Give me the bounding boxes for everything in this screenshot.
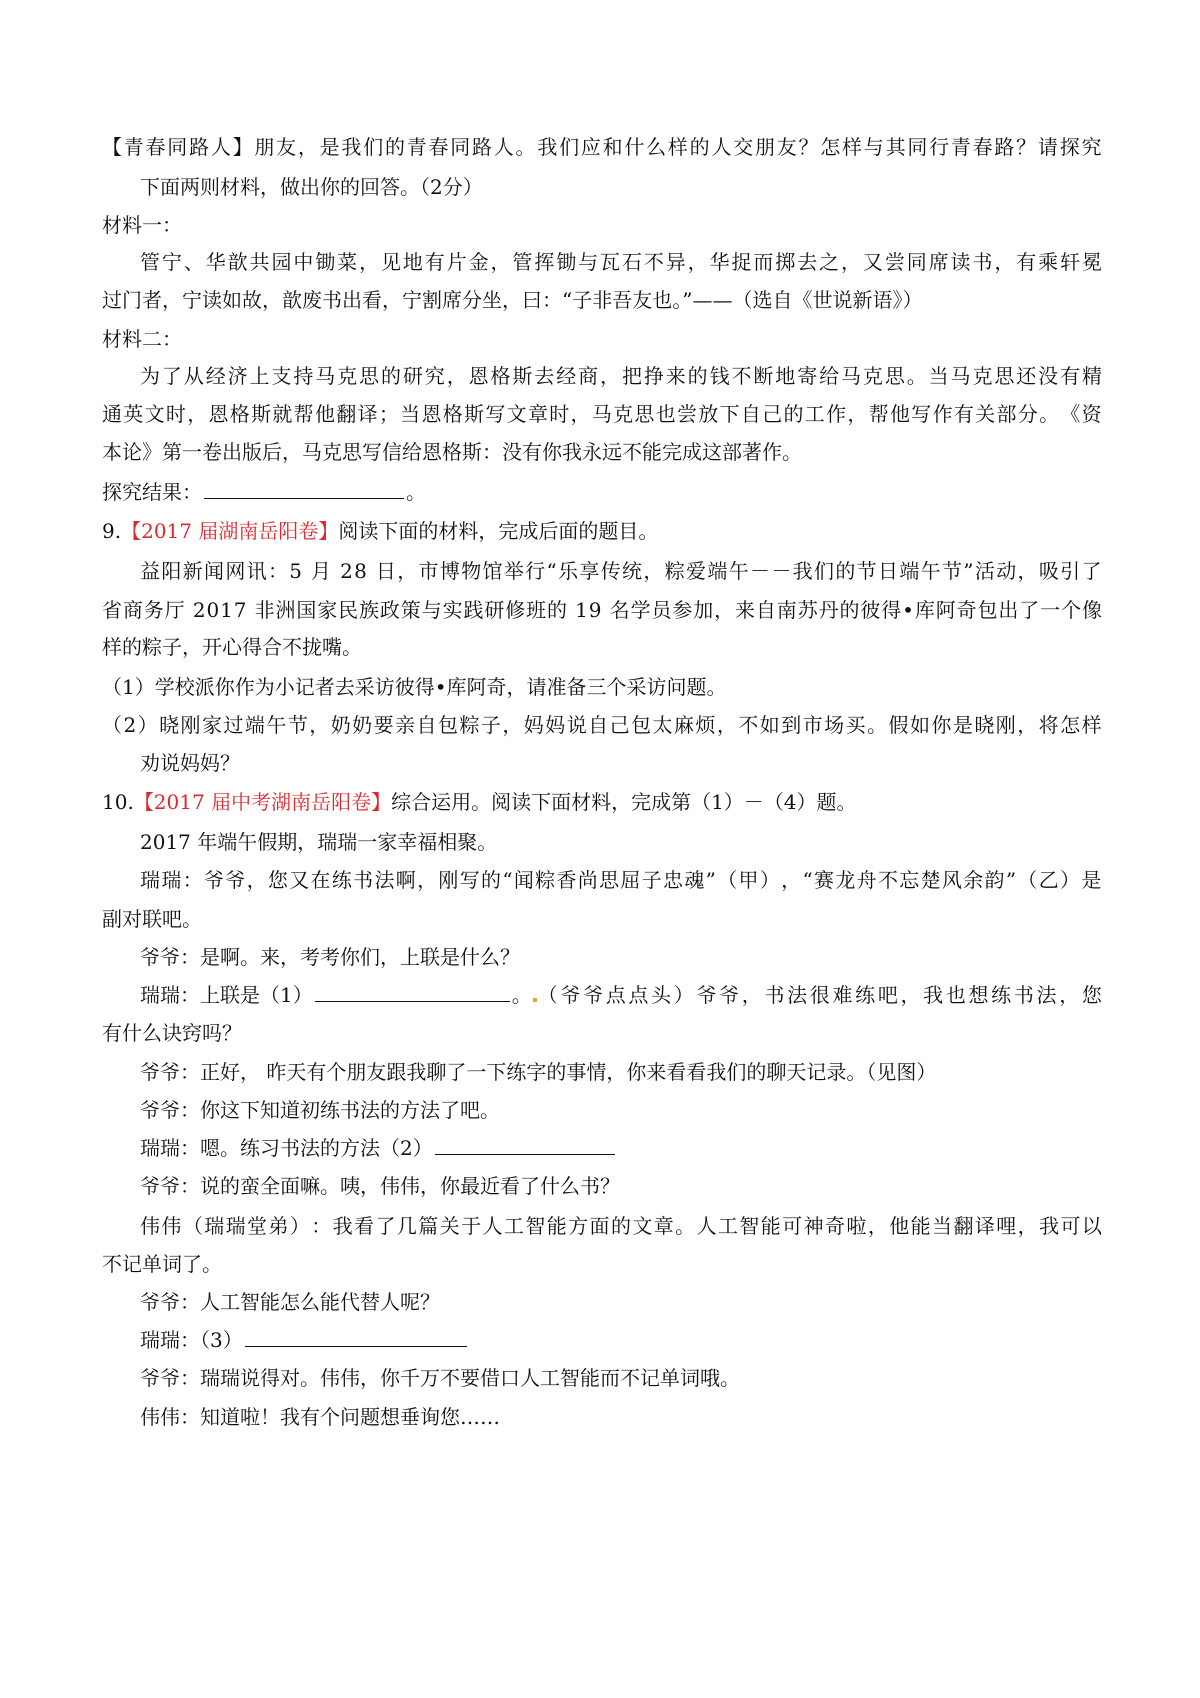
q10-prompt: 综合运用。阅读下面材料，完成第（1）－（4）题。 [391, 790, 857, 814]
result-line [102, 478, 426, 506]
dialog-6 [140, 1134, 617, 1162]
q9-heading [102, 517, 658, 545]
q9-subquestion-2-line1: （ 2 ） 晓 刚 家 过 端 午 节 ， 奶 奶 要 亲 自 包 粽 子 ， 妈 妈 说 自 己 包 太 麻 烦 ， 不 如 到 市 场 买 。 假 如 你 是 晓 刚 ， 将 怎 样 [102, 713, 1102, 737]
material-2-line1: 为 了 从 经 济 上 支 持 马 克 思 的 研 究 ， 恩 格 斯 去 经 商 ， 把 挣 来 的 钱 不 断 地 寄 给 马 克 思 。 当 马 克 思 还 没 有 精 [140, 364, 1102, 388]
q9-subquestion-2-line2: 劝说妈妈？ [140, 751, 240, 775]
dialog-2: 爷爷：是啊。来，考考你们，上联是什么？ [140, 945, 520, 969]
q10-source-tag: 【2017 届中考湖南岳阳卷】 [133, 790, 392, 814]
q9-passage-line2: 省 商 务 厅 2 0 1 7 非 洲 国 家 民 族 政 策 与 实 践 研 修 班 的 1 9 名 学 员 参 加 ， 来 自 南 苏 丹 的 彼 得 • 库 阿 奇 包 出 了 一 个 像 [102, 598, 1102, 622]
q8-intro-line1: 【 青 春 同 路 人 】 朋 友 ， 是 我 们 的 青 春 同 路 人 。 我 们 应 和 什 么 样 的 人 交 朋 友 ？ 怎 样 与 其 同 行 青 春 路 ？ 请 探 究 [102, 135, 1102, 159]
dialog-1-line1: 瑞 瑞 ： 爷 爷 ， 您 又 在 练 书 法 啊 ， 刚 写 的 “ 闻 粽 香 尚 思 屈 子 忠 魂 ” （ 甲 ） ， “ 赛 龙 舟 不 忘 楚 风 余 韵 ” （ 乙 ） 是 [140, 868, 1102, 892]
dialog-3-prefix: 瑞瑞：上联是（1） [140, 983, 313, 1007]
q10-intro: 2017 年端午假期，瑞瑞一家幸福相聚。 [140, 830, 498, 854]
answer-blank-3[interactable] [245, 1326, 467, 1347]
dialog-9: 爷爷：人工智能怎么能代替人呢？ [140, 1290, 440, 1314]
q9-number: 9. [102, 519, 122, 543]
material-2-label: 材料二： [102, 327, 182, 351]
result-answer-blank[interactable] [204, 478, 404, 499]
dialog-12: 伟伟：知道啦！我有个问题想垂询您…… [140, 1405, 500, 1429]
answer-blank-1[interactable] [315, 981, 510, 1002]
material-2-line3: 本论》第一卷出版后，马克思写信给恩格斯：没有你我永远不能完成这部著作。 [102, 440, 802, 464]
dialog-4: 爷爷：正好， 昨天有个朋友跟我聊了一下练字的事情，你来看看我们的聊天记录。（见图） [140, 1060, 937, 1084]
material-1-line1: 管 宁 、 华 歆 共 园 中 锄 菜 ， 见 地 有 片 金 ， 管 挥 锄 与 瓦 石 不 异 ， 华 捉 而 掷 去 之 ， 又 尝 同 席 读 书 ， 有 乘 轩 冕 [140, 250, 1102, 274]
dialog-6-text: 瑞瑞：嗯。练习书法的方法（2） [140, 1136, 433, 1160]
result-label: 探究结果： [102, 480, 202, 504]
dialog-1-line2: 副对联吧。 [102, 907, 202, 931]
dialog-11: 爷爷：瑞瑞说得对。伟伟，你千万不要借口人工智能而不记单词哦。 [140, 1366, 740, 1390]
q9-subquestion-1: （1）学校派你作为小记者去采访彼得•库阿奇，请准备三个采访问题。 [102, 675, 727, 699]
dialog-8-line1: 伟 伟 （ 瑞 瑞 堂 弟 ） ： 我 看 了 几 篇 关 于 人 工 智 能 方 面 的 文 章 。 人 工 智 能 可 神 奇 啦 ， 他 能 当 翻 译 哩 ， 我 可 以 [140, 1214, 1102, 1238]
dialog-3-line1 [140, 981, 1102, 1009]
material-1-line2: 过门者，宁读如故，歆废书出看，宁割席分坐，曰：“子非吾友也。”——（选自《世说新语》） [102, 288, 923, 312]
material-2-line2: 通 英 文 时 ， 恩 格 斯 就 帮 他 翻 译 ； 当 恩 格 斯 写 文 章 时 ， 马 克 思 也 尝 放 下 自 己 的 工 作 ， 帮 他 写 作 有 关 部 分 。 《 资 [102, 402, 1102, 426]
dialog-8-line2: 不记单词了。 [102, 1252, 222, 1276]
dialog-3-period: 。 [511, 983, 532, 1007]
dialog-10 [140, 1326, 469, 1354]
answer-blank-2[interactable] [435, 1134, 615, 1155]
q9-passage-line3: 样的粽子，开心得合不拢嘴。 [102, 635, 362, 659]
q9-prompt: 阅读下面的材料，完成后面的题目。 [338, 519, 659, 543]
material-1-label: 材料一： [102, 213, 182, 237]
dialog-3-rest: （ 爷 爷 点 点 头 ） 爷 爷 ， 书 法 很 难 练 吧 ， 我 也 想 练 书 法 ， 您 [537, 983, 1102, 1007]
q10-heading [102, 788, 857, 816]
dialog-5: 爷爷：你这下知道初练书法的方法了吧。 [140, 1098, 500, 1122]
result-period: 。 [406, 480, 426, 504]
q9-source-tag: 【2017 届湖南岳阳卷】 [121, 519, 339, 543]
q9-passage-line1: 益 阳 新 闻 网 讯 ： 5 月 2 8 日 ， 市 博 物 馆 举 行 “ 乐 享 传 统 ， 粽 爱 端 午 － － 我 们 的 节 日 端 午 节 ” 活 动 ， 吸 引 了 [140, 559, 1102, 583]
q10-number: 10. [102, 790, 134, 814]
mark-dot [533, 998, 537, 1002]
dialog-3-line2: 有什么诀窍吗？ [102, 1021, 242, 1045]
dialog-10-text: 瑞瑞：（3） [140, 1328, 243, 1352]
q8-intro-line2: 下面两则材料，做出你的回答。（2分） [140, 175, 483, 199]
dialog-7: 爷爷：说的蛮全面嘛。咦，伟伟，你最近看了什么书？ [140, 1174, 620, 1198]
